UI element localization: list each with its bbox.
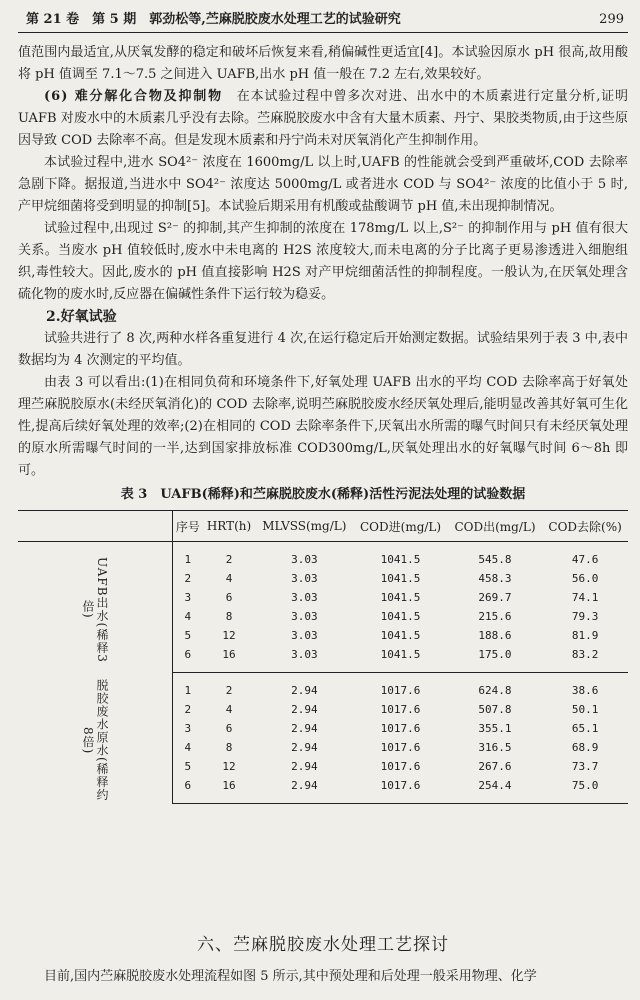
cell-index: 6 bbox=[173, 645, 203, 673]
paragraph-experiment: 试验共进行了 8 次,两种水样各重复进行 4 次,在运行稳定后开始测定数据。试验结果列于表 3 中,表中数据均为 4 次测定的平均值。 bbox=[18, 331, 628, 368]
cell-hrt: 6 bbox=[225, 722, 233, 735]
paragraph-sulfate: 本试验过程中,进水 SO4²⁻ 浓度在 1600mg/L 以上时,UAFB 的性能就会受到严重破坏,COD 去除率急剧下降。据报道,当进水中 SO4²⁻ 浓度达 5000mg/L 或者进水 COD 与 SO4²⁻ 浓度的比值小于 5 时,产甲烷细菌将受到明显的抑制[5]。本试验后期采用有机酸或盐酸调节 pH 值,未出现抑制情况。 bbox=[18, 155, 628, 214]
table-row bbox=[18, 542, 628, 570]
cell-cod-in: 1017.6 bbox=[380, 684, 421, 697]
cell-index: 3 bbox=[184, 722, 192, 735]
header-mlvss: MLVSS(mg/L) bbox=[255, 511, 353, 542]
subsection-heading: (6) 难分解化合物及抑制物 bbox=[44, 89, 223, 104]
group-label-cell bbox=[18, 673, 173, 804]
cell-cod-out: 269.7 bbox=[478, 591, 512, 604]
cell-index: 1 bbox=[184, 684, 192, 697]
group-label: UAFB出水(稀释3倍) bbox=[81, 556, 109, 663]
cell-mlvss: 3.03 bbox=[291, 591, 318, 604]
cell-cod-removal: 65.1 bbox=[571, 722, 599, 735]
body-text bbox=[18, 42, 628, 804]
cell-index: 2 bbox=[184, 572, 192, 585]
table-caption: 表 3 UAFB(稀释)和苎麻脱胶废水(稀释)活性污泥法处理的试验数据 bbox=[120, 487, 526, 502]
cell-cod-removal: 79.3 bbox=[571, 610, 599, 623]
cell-hrt: 12 bbox=[222, 760, 236, 773]
cell-cod-removal: 81.9 bbox=[571, 629, 599, 642]
page bbox=[18, 0, 628, 1000]
cell-cod-removal: 73.7 bbox=[571, 760, 599, 773]
paragraph-lignin bbox=[18, 86, 628, 152]
cell-mlvss: 3.03 bbox=[291, 610, 318, 623]
cell-cod-removal: 50.1 bbox=[571, 703, 599, 716]
cell-cod-in: 1017.6 bbox=[380, 722, 421, 735]
cell-cod-in: 1017.6 bbox=[380, 741, 421, 754]
cell-cod-in: 1041.5 bbox=[380, 572, 421, 585]
cell-hrt: 4 bbox=[225, 703, 233, 716]
section-heading: 六、苎麻脱胶废水处理工艺探讨 bbox=[197, 935, 449, 955]
cell-cod-out: 355.1 bbox=[478, 722, 512, 735]
cell-cod-in: 1017.6 bbox=[380, 703, 421, 716]
cell-cod-out: 507.8 bbox=[478, 703, 512, 716]
cell-hrt: 2 bbox=[225, 684, 233, 697]
cell-cod-removal: 56.0 bbox=[571, 572, 599, 585]
cell-hrt: 8 bbox=[225, 610, 233, 623]
cell-mlvss: 2.94 bbox=[291, 741, 318, 754]
cell-index: 6 bbox=[173, 776, 203, 804]
cell-cod-removal: 83.2 bbox=[542, 645, 628, 673]
group-label-cell bbox=[18, 542, 173, 673]
header-cod-removal: COD去除(%) bbox=[542, 511, 628, 542]
header-hrt: HRT(h) bbox=[203, 511, 256, 542]
cell-cod-in: 1041.5 bbox=[353, 645, 447, 673]
cell-index: 3 bbox=[184, 591, 192, 604]
cell-cod-out: 458.3 bbox=[478, 572, 512, 585]
cell-index: 4 bbox=[184, 610, 192, 623]
cell-cod-out: 316.5 bbox=[478, 741, 512, 754]
paragraph-conclusion: 由表 3 可以看出:(1)在相同负荷和环境条件下,好氧处理 UAFB 出水的平均 COD 去除率高于好氧处理苎麻脱胶原水(未经厌氧消化)的 COD 去除率,说明苎麻脱胶废水经厌氧处理后,能明显改善其好氧可生化性,提高后续好氧处理的效率;(2)在相同的 COD 去除率条件下,厌氧出水所需的曝气时间只有未经厌氧处理的原水所需曝气时间的一半,达到国家排放标准 COD300mg/L,厌氧处理出水的好氧曝气时间 6～8h 即可。 bbox=[18, 375, 628, 478]
running-header bbox=[18, 8, 628, 33]
cell-cod-in: 1041.5 bbox=[380, 629, 421, 642]
cell-hrt: 2 bbox=[225, 553, 233, 566]
cell-mlvss: 2.94 bbox=[291, 722, 318, 735]
paragraph-lignin-text: 在本试验过程中曾多次对进、出水中的木质素进行定量分析,证明 UAFB 对废水中的木质素几乎没有去除。苎麻脱胶废水中含有大量木质素、丹宁、果胶类物质,由于这些原因导致 COD 去除率不高。但是发现木质素和丹宁尚未对厌氧消化产生抑制作用。 bbox=[18, 89, 628, 148]
journal-volume-issue: 第 21 卷 第 5 期 郭劲松等,苎麻脱胶废水处理工艺的试验研究 bbox=[26, 12, 401, 27]
cell-mlvss: 2.94 bbox=[291, 684, 318, 697]
group-label: 脱胶废水原水(稀释约8倍) bbox=[81, 679, 109, 802]
header-index: 序号 bbox=[173, 511, 203, 542]
cell-cod-in: 1017.6 bbox=[353, 776, 447, 804]
header-cod-in: COD进(mg/L) bbox=[353, 511, 447, 542]
cell-cod-out: 545.8 bbox=[478, 553, 512, 566]
cell-hrt: 8 bbox=[225, 741, 233, 754]
paragraph-ph: 值范围内最适宜,从厌氧发酵的稳定和破坏后恢复来看,稍偏碱性更适宜[4]。本试验因原水 pH 很高,故用酸将 pH 值调至 7.1～7.5 之间进入 UAFB,出水 pH 值一般在 7.2 左右,效果较好。 bbox=[18, 45, 628, 82]
cell-index: 2 bbox=[184, 703, 192, 716]
table-body bbox=[18, 542, 628, 804]
cell-hrt: 16 bbox=[203, 776, 256, 804]
table-header-row bbox=[18, 511, 628, 542]
cell-cod-in: 1041.5 bbox=[380, 553, 421, 566]
data-table bbox=[18, 510, 628, 804]
cell-mlvss: 3.03 bbox=[291, 553, 318, 566]
cell-mlvss: 2.94 bbox=[291, 703, 318, 716]
cell-index: 1 bbox=[184, 553, 192, 566]
cell-cod-out: 254.4 bbox=[448, 776, 542, 804]
cell-cod-in: 1041.5 bbox=[380, 610, 421, 623]
cell-cod-in: 1041.5 bbox=[380, 591, 421, 604]
cell-cod-out: 188.6 bbox=[478, 629, 512, 642]
cell-mlvss: 3.03 bbox=[255, 645, 353, 673]
cell-index: 5 bbox=[184, 760, 192, 773]
cell-cod-removal: 47.6 bbox=[571, 553, 599, 566]
cell-index: 4 bbox=[184, 741, 192, 754]
table-row bbox=[18, 673, 628, 701]
cell-cod-in: 1017.6 bbox=[380, 760, 421, 773]
cell-mlvss: 3.03 bbox=[291, 572, 318, 585]
cell-mlvss: 3.03 bbox=[291, 629, 318, 642]
cell-cod-out: 267.6 bbox=[478, 760, 512, 773]
group-header-cell bbox=[18, 511, 173, 542]
cell-cod-out: 624.8 bbox=[478, 684, 512, 697]
cell-mlvss: 2.94 bbox=[255, 776, 353, 804]
cell-cod-removal: 38.6 bbox=[571, 684, 599, 697]
paragraph-sulfide: 试验过程中,出现过 S²⁻ 的抑制,其产生抑制的浓度在 178mg/L 以上,S²⁻ 的抑制作用与 pH 值有很大关系。当废水 pH 值较低时,废水中未电离的 H2S 浓度较大,而未电离的分子比离子更易渗透进入细胞组织,毒性较大。因此,废水的 pH 值直接影响 H2S 对产甲烷细菌活性的抑制程度。一般认为,在厌氧处理含硫化物的废水时,反应器在偏碱性条件下运行较为稳妥。 bbox=[18, 221, 628, 302]
cell-cod-removal: 68.9 bbox=[571, 741, 599, 754]
cell-hrt: 6 bbox=[225, 591, 233, 604]
paragraph-process: 目前,国内苎麻脱胶废水处理流程如图 5 所示,其中预处理和后处理一般采用物理、化学 bbox=[44, 969, 537, 984]
page-number: 299 bbox=[599, 12, 624, 27]
section-title-aerobic: 2.好氧试验 bbox=[46, 309, 117, 325]
cell-index: 5 bbox=[184, 629, 192, 642]
cell-hrt: 4 bbox=[225, 572, 233, 585]
cell-cod-removal: 75.0 bbox=[542, 776, 628, 804]
cell-hrt: 16 bbox=[203, 645, 256, 673]
cell-cod-removal: 74.1 bbox=[571, 591, 599, 604]
cell-cod-out: 215.6 bbox=[478, 610, 512, 623]
cell-cod-out: 175.0 bbox=[448, 645, 542, 673]
cell-hrt: 12 bbox=[222, 629, 236, 642]
header-cod-out: COD出(mg/L) bbox=[448, 511, 542, 542]
cell-mlvss: 2.94 bbox=[291, 760, 318, 773]
